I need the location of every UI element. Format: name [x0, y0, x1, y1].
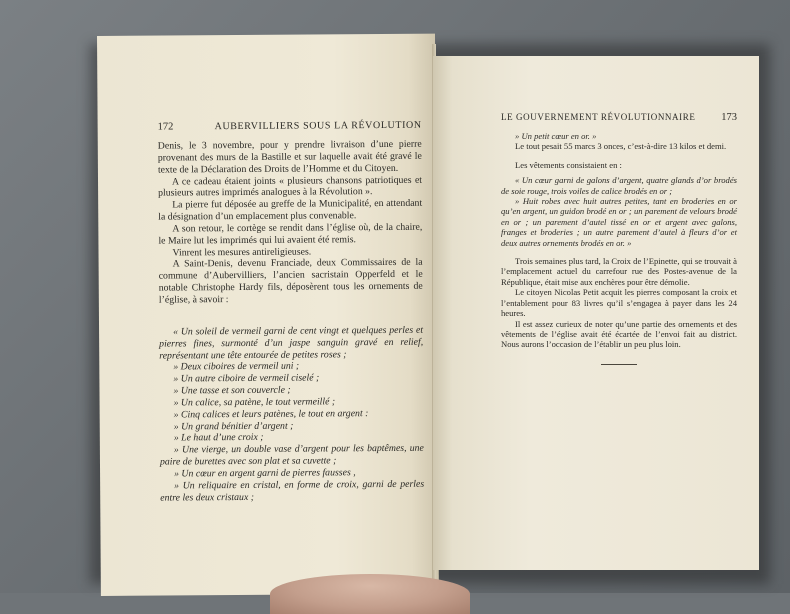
- paragraph: Les vêtements consistaient en :: [515, 159, 622, 170]
- left-page-number: 172: [157, 121, 174, 133]
- section-rule: [601, 364, 637, 365]
- inventory-item: » Cinq calices et leurs patènes, le tout en argent :: [173, 407, 369, 421]
- right-running-title: LE GOUVERNEMENT RÉVOLUTIONNAIRE: [501, 112, 696, 122]
- inventory-item: » Une vierge, un double vase d’argent pour les baptêmes, une paire de burettes avec son plat et sa cuvette ;: [159, 442, 424, 468]
- inventory-item: » Un cœur en argent garni de pierres fausses ,: [174, 467, 356, 480]
- inventory-list: [159, 325, 424, 504]
- left-running-title: AUBERVILLIERS SOUS LA RÉVOLUTION: [214, 119, 422, 133]
- inventory-item: « Un soleil de vermeil garni de cent vingt et quelques perles et pierres fines, surmonté d’un jaspe sanguin gravé en relief, représentant une tête entourée de petites roses ;: [159, 324, 424, 362]
- inventory-item: » Un petit cœur en or. »: [515, 131, 597, 141]
- paragraph: A son retour, le cortège se rendit dans l’église où, de la chaire, le Maire lut les imprimés qui lui avaient été remis.: [158, 221, 423, 247]
- paragraph: La pierre fut déposée au greffe de la Municipalité, en attendant la désignation d’un emplacement plus convenable.: [158, 197, 423, 223]
- paragraph: Trois semaines plus tard, la Croix de l’Epinette, qui se trouvait à l’emplacement actuel du carrefour rue des Postes-avenue de la République, était mise aux enchères pour être démolie.: [501, 256, 737, 287]
- paragraph: Le tout pesait 55 marcs 3 onces, c’est-à-dire 13 kilos et demi.: [515, 141, 727, 152]
- inventory-item: » Un grand bénitier d’argent ;: [173, 420, 294, 433]
- paragraph: A ce cadeau étaient joints « plusieurs chansons patriotiques et plusieurs autres imprimés analogues à la Révolution ».: [158, 174, 423, 199]
- right-page-number: 173: [721, 112, 737, 123]
- paragraph: Denis, le 3 novembre, pour y prendre livraison d’une pierre provenant des murs de la Bastille et sur laquelle avait été gravé le texte de la Déclaration des Droits de l’Homme et du Citoyen.: [157, 138, 422, 176]
- paragraph: A Saint-Denis, devenu Franciade, deux Commissaires de la commune d’Aubervilliers, l’ancien sacristain Opperfeld et le notable Christophe Hardy fils, déposèrent tous les ornements de l’église, à savoir :: [158, 257, 423, 306]
- paragraph: Vinrent les mesures antireligieuses.: [172, 246, 312, 259]
- right-page: [433, 56, 759, 570]
- paragraph: Il est assez curieux de noter qu’une partie des ornements et des vêtements de l’église avait été écartée de l’envoi fait au district. Nous aurons l’occasion de l’établir un peu plus loin.: [501, 318, 737, 350]
- inventory-item: » Un autre ciboire de vermeil ciselé ;: [173, 372, 320, 385]
- left-page: [97, 34, 439, 596]
- left-running-head: [158, 120, 422, 133]
- inventory-item: » Un reliquaire en cristal, en forme de croix, garni de perles entre les deux cristaux ;: [160, 478, 425, 504]
- garment-item: « Un cœur garni de galons d’argent, quatre glands d’or brodés de soie rouge, trois voiles de calice brodés en or ;: [501, 175, 737, 196]
- right-running-head: [501, 112, 737, 123]
- inventory-item: » Un calice, sa patène, le tout vermeillé ;: [173, 396, 336, 409]
- inventory-item: » Le haut d’une croix ;: [173, 432, 264, 444]
- garment-item: » Huit robes avec huit autres petites, tant en broderies en or qu’en argent, un guidon brodé en or ; un parement de velours brodé en or ; un parement d’autel tissé en or et argent avec galons, franges et broderies ; un autre parement d’autel à fleurs d’or et deux autres ornements brodés en or. »: [501, 196, 737, 248]
- thumb: [270, 574, 470, 614]
- paragraph: Le citoyen Nicolas Petit acquit les pierres composant la croix et l’entablement pour 83 livres qu’il s’engagea à payer dans les 24 heures.: [501, 287, 737, 319]
- inventory-item: » Une tasse et son couvercle ;: [173, 384, 291, 397]
- inventory-item: » Deux ciboires de vermeil uni ;: [173, 360, 300, 373]
